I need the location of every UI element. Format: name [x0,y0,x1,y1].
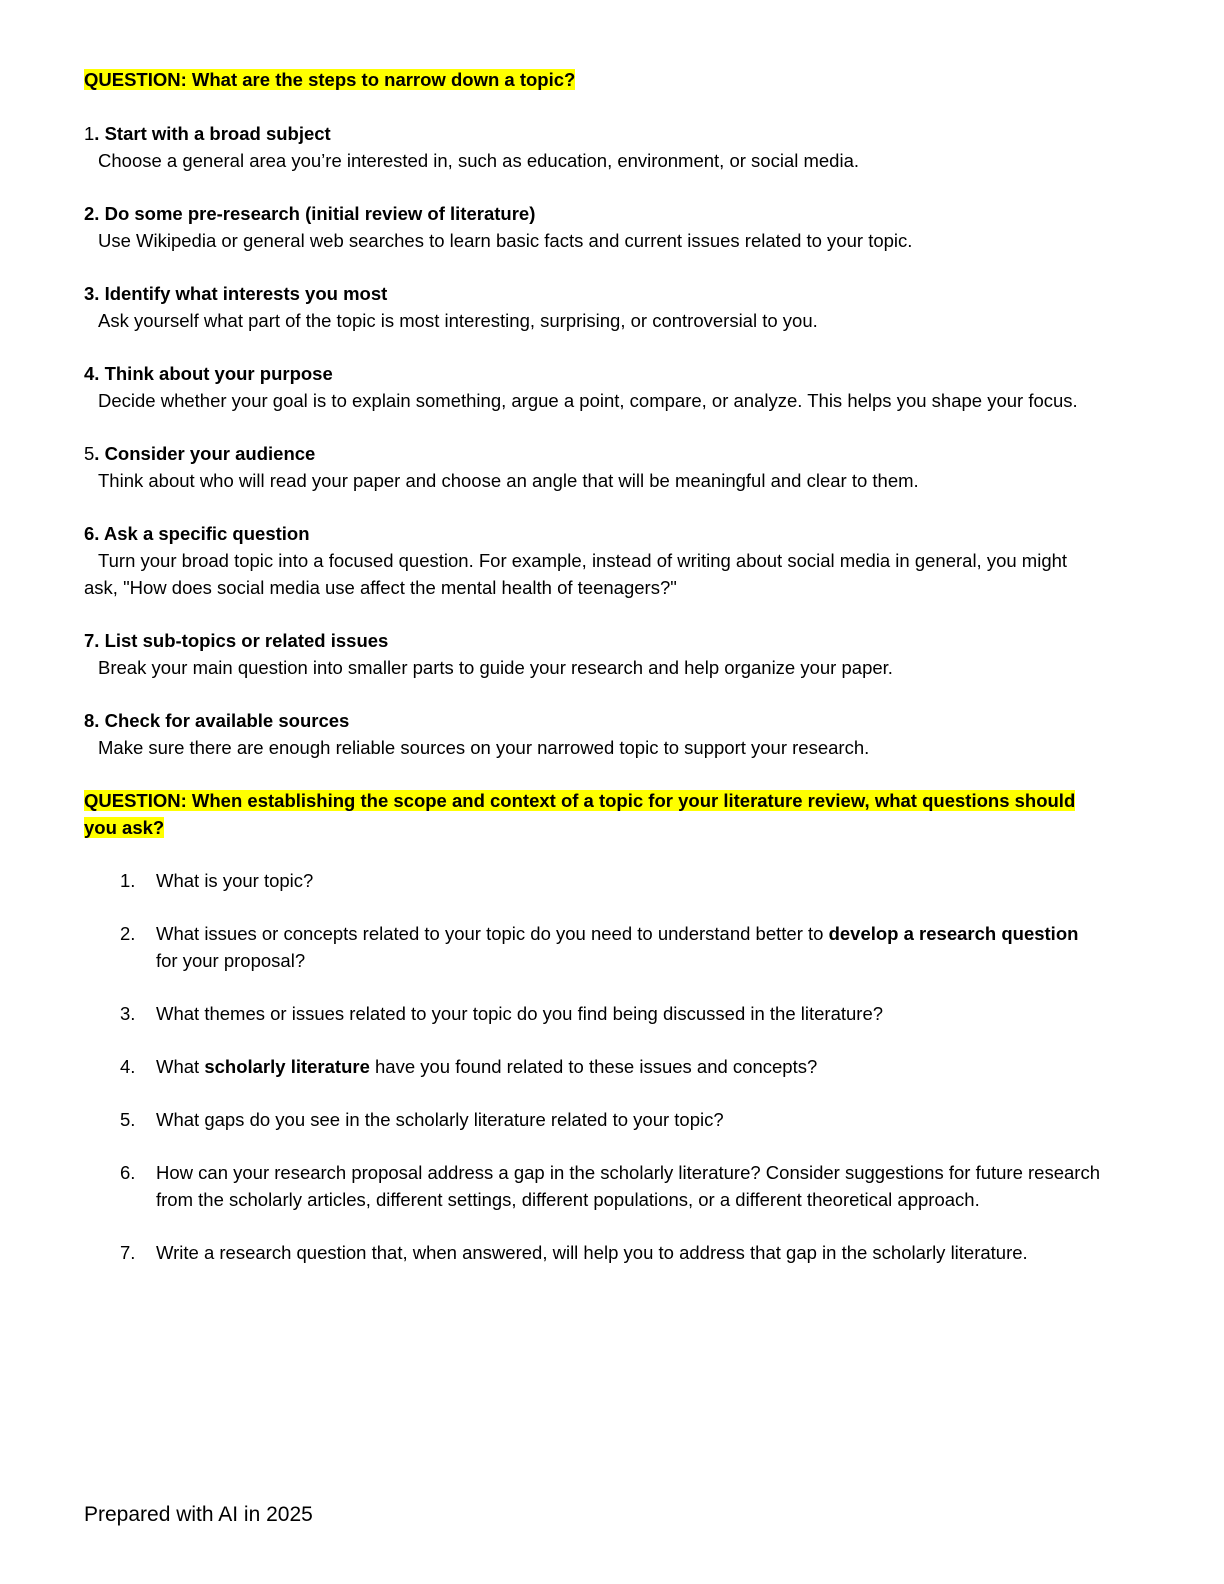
step-description: Think about who will read your paper and choose an angle that will be meaningful and clear to them. [98,470,919,491]
list-number: 4. [120,1056,136,1077]
step-item [84,200,1104,254]
step-description: Use Wikipedia or general web searches to learn basic facts and current issues related to your topic. [98,230,913,251]
step-heading: 4. Think about your purpose [84,363,333,384]
step-description: Break your main question into smaller parts to guide your research and help organize your paper. [98,657,893,678]
step-heading: 6. Ask a specific question [84,523,310,544]
list-item: 4. What scholarly literature have you found related to these issues and concepts? [84,1053,1104,1080]
list-number: 5. [120,1109,136,1130]
step-description: Ask yourself what part of the topic is most interesting, surprising, or controversial to you. [98,310,818,331]
list-number: 2. [120,923,136,944]
step-heading: 3. Identify what interests you most [84,283,388,304]
list-item: 1. What is your topic? [84,867,1104,894]
step-description: Choose a general area you’re interested in, such as education, environment, or social media. [98,150,859,171]
step-item [84,520,1104,601]
question-heading-1: QUESTION: What are the steps to narrow down a topic? [84,69,576,90]
step-item [84,120,1104,174]
step-heading: 1. Start with a broad subject [84,123,331,144]
list-item: 7. Write a research question that, when answered, will help you to address that gap in the scholarly literature. [84,1239,1104,1266]
step-heading: 8. Check for available sources [84,710,350,731]
step-heading: 5. Consider your audience [84,443,316,464]
step-heading: 2. Do some pre-research (initial review of literature) [84,203,536,224]
list-item: 3. What themes or issues related to your topic do you find being discussed in the literature? [84,1000,1104,1027]
list-item: 6. How can your research proposal address a gap in the scholarly literature? Consider suggestions for future research from the scholarly articles, different settings, different populations, or a different theoretical approach. [84,1159,1104,1213]
step-item [84,280,1104,334]
step-description: Decide whether your goal is to explain something, argue a point, compare, or analyze. This helps you shape your focus. [98,390,1078,411]
step-heading: 7. List sub-topics or related issues [84,630,389,651]
step-item [84,440,1104,494]
list-item: 2. What issues or concepts related to your topic do you need to understand better to develop a research question for your proposal? [84,920,1104,974]
list-number: 1. [120,870,136,891]
list-number: 6. [120,1162,136,1183]
step-item [84,627,1104,681]
step-description: Make sure there are enough reliable sources on your narrowed topic to support your research. [98,737,870,758]
footer-note: Prepared with AI in 2025 [84,1503,313,1526]
step-description: Turn your broad topic into a focused question. For example, instead of writing about social media in general, you might ask, "How does social media use affect the mental health of teenagers?" [84,550,1068,598]
step-item [84,360,1104,414]
scope-questions-list [84,867,1104,1266]
document-content [84,66,1104,1292]
list-number: 7. [120,1242,136,1263]
list-number: 3. [120,1003,136,1024]
question-heading-2: QUESTION: When establishing the scope and context of a topic for your literature review, what questions should you ask? [84,790,1076,838]
step-item [84,707,1104,761]
list-item: 5. What gaps do you see in the scholarly literature related to your topic? [84,1106,1104,1133]
